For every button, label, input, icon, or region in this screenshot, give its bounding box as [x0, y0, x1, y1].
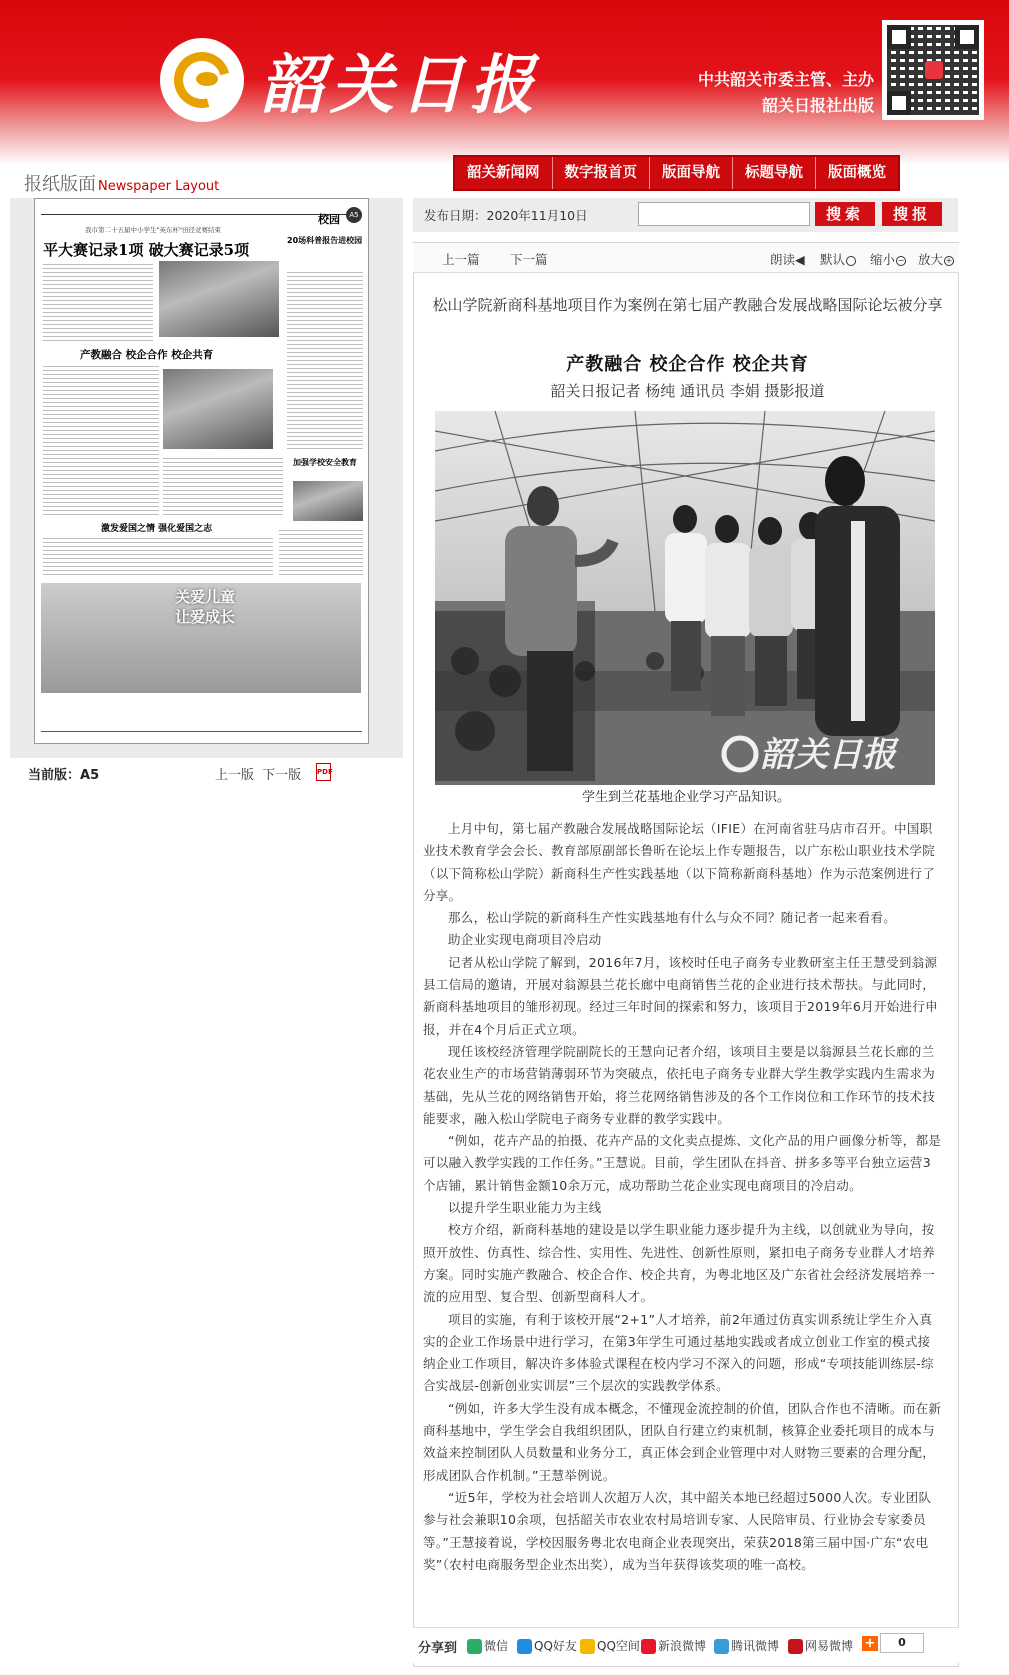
thumb-text-block — [43, 535, 273, 575]
thumb-text-block — [43, 365, 159, 515]
thumb-photo — [159, 261, 279, 337]
sina-weibo-icon — [641, 1639, 656, 1654]
thumb-subheadline[interactable]: 我市第二十五届中小学生"英东杯"田径竞赛结束 — [85, 226, 221, 234]
ad-line: 让爱成长 — [175, 608, 236, 626]
article-paragraph: 项目的实施，有利于该校开展“2+1”人才培养，前2年通过仿真实训系统让学生介入真实的企业工作场景中进行学习，在第3年学生可通过基地实践或者成立创业工作室的模式接纳企业工作项目，解决许多体验式课程在校内学习不深入的问题，形成“专项技能训练层-综合实战层-创新创业实训层”三个层次的实践教学体系。 — [423, 1311, 934, 1394]
share-netease-label: 网易微博 — [805, 1639, 854, 1653]
qq-icon — [517, 1639, 532, 1654]
reset-zoom-icon — [846, 256, 856, 266]
thumb-photo — [163, 369, 273, 449]
nav-item-page-nav[interactable]: 版面导航 — [650, 157, 733, 189]
publisher-info — [698, 68, 874, 120]
thumb-headline-article[interactable]: 产教融合 校企合作 校企共育 — [80, 349, 214, 361]
article-paragraph: “近5年，学校为社会培训人次超万人次，其中韶关本地已经超过5000人次。专业团队参与社会兼职10余项，包括韶关市农业农村局培训专家、人民陪审员、行业协会专家委员等。”王慧接着说，学校因服务粤北农电商企业表现突出，荣获2018第三届中国·广东“农电奖”（农村电商服务型企业杰出奖），成为当年获得该奖项的唯一高校。 — [423, 1489, 932, 1572]
nav-item-digital-home[interactable]: 数字报首页 — [553, 157, 651, 189]
article-paragraph: 上月中旬，第七届产教融合发展战略国际论坛（IFIE）在河南省驻马店市召开。中国职业技术教育学会会长、教育部原副部长鲁昕在论坛上作专题报告，以广东松山职业技术学院（以下简称松山学院）新商科生产性实践基地（以下简称新商科基地）作为示范案例进行了分享。 — [423, 821, 936, 903]
search-button[interactable]: 搜索 — [815, 202, 875, 226]
article-paragraph: “例如，花卉产品的拍摄、花卉产品的文化卖点提炼、文化产品的用户画像分析等，都是可以融入教学实践的工作任务。”王慧说。目前，学生团队在抖音、拼多多等平台独立运营3个店铺，累计销售金额10余万元，成功帮助兰花企业实现电商项目的冷启动。 — [423, 1133, 942, 1193]
photo-watermark: 韶关日报 — [760, 735, 896, 775]
article-title: 产教融合 校企合作 校企共育 — [566, 354, 809, 375]
read-aloud-button[interactable] — [770, 250, 805, 268]
speaker-icon: ◀ — [795, 252, 805, 267]
pdf-icon[interactable]: PDF — [316, 763, 331, 781]
share-label: 分享到 — [418, 1641, 458, 1656]
share-tencent-label: 腾讯微博 — [731, 1639, 780, 1653]
current-page-indicator — [28, 764, 99, 783]
enlarge-font-button[interactable] — [918, 250, 954, 268]
zoom-in-icon: + — [945, 255, 953, 265]
share-wechat[interactable] — [467, 1637, 508, 1654]
thumb-headline-science[interactable]: 20场科普报告进校园 — [287, 236, 363, 245]
greenhouse-scene — [435, 411, 935, 785]
thumb-photo — [293, 481, 363, 521]
article-subheading: 助企业实现电商项目冷启动 — [448, 932, 602, 948]
share-qq-friend[interactable] — [517, 1637, 577, 1654]
article-paragraph: 记者从松山学院了解到，2016年7月，该校时任电子商务专业教研室主任王慧受到翁源县工信局的邀请，开展对翁源县兰花长廊中电商销售兰花的企业进行技术帮扶。与此同时，新商科基地项目的雏形初现。经过三年时间的探索和努力，该项目于2019年6月开始进行申报，并在4个月后正式立项。 — [423, 954, 938, 1037]
share-qzone-label: QQ空间 — [597, 1639, 640, 1653]
thumb-masthead — [41, 203, 362, 215]
thumb-headline-sports[interactable]: 平大赛记录1项 破大赛记录5项 — [43, 241, 250, 259]
layout-section-title — [24, 170, 219, 196]
thumb-headline-safety[interactable]: 加强学校安全教育 — [293, 458, 357, 467]
article-subheading: 以提升学生职业能力为主线 — [448, 1200, 602, 1216]
qzone-icon — [580, 1639, 595, 1654]
thumb-ad-text — [175, 587, 235, 627]
wechat-icon — [467, 1639, 482, 1654]
shrink-font-button[interactable] — [870, 250, 906, 268]
thumb-text-block — [43, 261, 153, 341]
thumb-text-block — [287, 269, 363, 449]
article-paragraph: 校方介绍，新商科基地的建设是以学生职业能力逐步提升为主线，以创就业为导向，按照开放性、仿真性、综合性、实用性、先进性、创新性原则，紧扣电子商务专业群人才培养方案。同时实施产教融合、校企合作、校企共育，为粤北地区及广东省社会经济发展培养一流的应用型、复合型、创新型商科人才。 — [423, 1222, 936, 1305]
shrink-label: 缩小 — [870, 252, 896, 267]
default-size-label: 默认 — [820, 252, 846, 267]
thumb-footer — [41, 731, 362, 739]
supervisor-line: 中共韶关市委主管、主办 — [697, 72, 874, 89]
share-qzone[interactable] — [580, 1637, 640, 1654]
newspaper-page-thumbnail[interactable] — [34, 198, 369, 744]
tencent-weibo-icon — [714, 1639, 729, 1654]
article-paragraph: 那么，松山学院的新商科生产性实践基地有什么与众不同？随记者一起来看看。 — [448, 910, 897, 926]
next-page-link[interactable]: 下一版 — [262, 768, 302, 783]
share-count: 0 — [880, 1633, 924, 1653]
nav-item-page-overview[interactable]: 版面概览 — [828, 165, 886, 181]
article-paragraph: 现任该校经济管理学院副院长的王慧向记者介绍，该项目主要是以翁源县兰花长廊的兰花农业生产的市场营销薄弱环节为突破点，依托电子商务专业群大学生教学实践内生需求为基础，先从兰花的网络销售开始，将兰花网络销售涉及的各个工作岗位和工作环节的技术技能要求，融入松山学院电子商务专业群的教学实践中。 — [423, 1043, 936, 1126]
newspaper-logo-text[interactable]: 韶关日报 — [260, 48, 540, 123]
thumb-page-number: A5 — [346, 207, 362, 223]
netease-weibo-icon — [788, 1639, 803, 1654]
article-body — [423, 818, 943, 1576]
next-article-link[interactable]: 下一篇 — [510, 252, 548, 267]
nav-item-title-nav[interactable]: 标题导航 — [733, 157, 816, 189]
current-page-value: A5 — [80, 768, 100, 783]
article-paragraph: “例如，许多大学生没有成本概念，不懂现金流控制的价值，团队合作也不清晰。而在新商科基地中，学生学会自我组织团队，团队自行建立约束机制，核算企业委托项目的成本与效益来控制团队人员数量和业务分工，真正体会到企业管理中对人财物三要素的合理分配，形成团队合作机制。”王慧举例说。 — [423, 1400, 942, 1483]
share-sina-label: 新浪微博 — [658, 1639, 707, 1653]
thumb-text-block — [279, 529, 363, 575]
page-pager — [215, 764, 301, 783]
prev-page-link[interactable]: 上一版 — [215, 768, 255, 783]
publish-date: 发布日期：2020年11月10日 — [424, 208, 588, 223]
layout-title-cn: 报纸版面 — [24, 174, 96, 195]
publisher-line: 韶关日报社出版 — [761, 98, 874, 115]
share-more-icon[interactable]: + — [862, 1636, 878, 1651]
share-qq-label: QQ好友 — [534, 1639, 577, 1653]
thumb-section-tag: 校园 — [318, 213, 340, 226]
current-page-label: 当前版： — [28, 768, 81, 783]
share-netease-weibo[interactable] — [788, 1637, 853, 1654]
qr-code-icon — [882, 20, 984, 120]
nav-item-news-site[interactable]: 韶关新闻网 — [455, 157, 553, 189]
read-aloud-label: 朗读 — [770, 252, 796, 267]
photo-caption: 学生到兰花基地企业学习产品知识。 — [581, 790, 790, 805]
search-input[interactable] — [638, 202, 810, 226]
default-size-button[interactable] — [820, 250, 856, 268]
article-photo — [435, 411, 935, 785]
share-tencent-weibo[interactable] — [714, 1637, 779, 1654]
article-pre-title: 松山学院新商科基地项目作为案例在第七届产教融合发展战略国际论坛被分享 — [432, 296, 943, 314]
share-wechat-label: 微信 — [484, 1639, 509, 1653]
newspaper-logo-icon[interactable] — [160, 38, 244, 122]
prev-article-link[interactable]: 上一篇 — [442, 252, 480, 267]
thumb-headline-patriotic[interactable]: 激发爱国之情 强化爱国之志 — [101, 524, 213, 534]
enlarge-label: 放大 — [918, 252, 944, 267]
share-sina-weibo[interactable] — [641, 1637, 706, 1654]
zoom-out-icon: − — [897, 255, 905, 265]
ad-line: 关爱儿童 — [175, 588, 236, 606]
layout-title-en: Newspaper Layout — [98, 179, 220, 194]
article-byline: 韶关日报记者 杨纯 通讯员 李娟 摄影报道 — [550, 382, 825, 400]
search-paper-button[interactable]: 搜报 — [882, 202, 942, 226]
main-nav — [453, 155, 900, 191]
thumb-text-block — [163, 455, 283, 515]
